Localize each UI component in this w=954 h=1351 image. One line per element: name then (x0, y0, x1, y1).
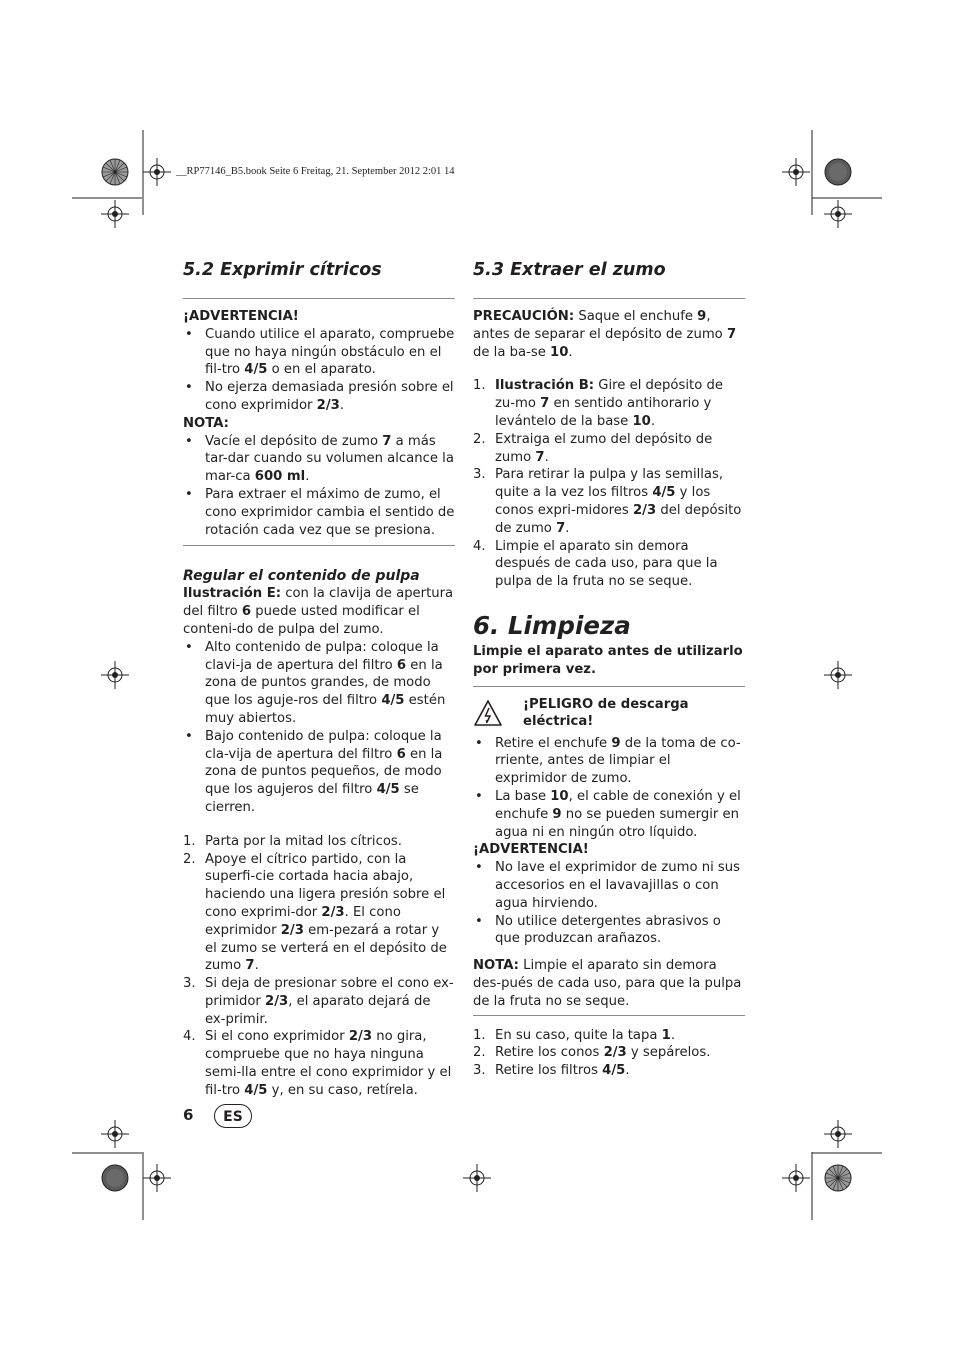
note-paragraph: NOTA: Limpie el aparato sin demora des-pués de cada uso, para que la pulpa de la fruta no se seque. (473, 958, 742, 1009)
pulp-list (183, 639, 455, 817)
step-item: 2. Apoye el cítrico partido, con la superfi-cie cortada hacia abajo, haciendo una ligera presión sobre el cono exprimi-dor 2/3. El cono exprimidor 2/3 em-pezará a rotar y el zumo se verterá en el depósito de zumo 7. (183, 851, 447, 974)
list-item: • Alto contenido de pulpa: coloque la clavi-ja de apertura del filtro 6 en la zona de puntos grandes, de modo que los aguje-ros del filtro 4/5 estén muy abiertos. (183, 639, 455, 728)
list-item: • No utilice detergentes abrasivos o que produzcan arañazos. (473, 913, 745, 949)
list-item: • No lave el exprimidor de zumo ni sus accesorios en el lavavajillas o con agua hirviendo. (473, 859, 745, 912)
list-item: • Para extraer el máximo de zumo, el cono exprimidor cambia el sentido de rotación cada vez que se presiona. (183, 486, 455, 539)
left-column (183, 259, 455, 1100)
juicing-steps (183, 833, 455, 1100)
list-item: • No ejerza demasiada presión sobre el cono exprimidor 2/3. (183, 379, 455, 415)
step-item: 3. Si deja de presionar sobre el cono ex-primidor 2/3, el aparato dejará de ex-primir. (183, 976, 454, 1027)
warning-list (183, 326, 455, 415)
warning-list (473, 859, 745, 948)
extract-steps (473, 377, 745, 591)
warning-label: ¡ADVERTENCIA! (473, 842, 589, 858)
step-item: 4. Si el cono exprimidor 2/3 no gira, compruebe que no haya ninguna semi-lla entre el cono exprimidor y el fil-tro 4/5 y, en su caso, retírela. (183, 1029, 452, 1098)
section-6-heading: 6. Limpieza (473, 610, 631, 640)
step-item: 4. Limpie el aparato sin demora después de cada uso, para que la pulpa de la fruta no se seque. (473, 538, 718, 590)
step-item: 2. Extraiga el zumo del depósito de zumo 7. (473, 431, 713, 465)
page-number: 6 (183, 1106, 194, 1124)
book-file-line: __RP77146_B5.book Seite 6 Freitag, 21. September 2012 2:01 14 (176, 166, 455, 177)
section-5-3-heading: 5.3 Extraer el zumo (473, 260, 666, 280)
step-item: 2. Retire los conos 2/3 y sepárelos. (473, 1045, 711, 1061)
list-item: • Vacíe el depósito de zumo 7 a más tar-dar cuando su volumen alcance la mar-ca 600 ml. (183, 433, 455, 486)
step-item: 1. Parta por la mitad los cítricos. (183, 833, 402, 849)
warning-label: ¡ADVERTENCIA! (183, 309, 299, 324)
list-item: • La base 10, el cable de conexión y el enchufe 9 no se pueden sumergir en agua ni en ningún otro líquido. (473, 788, 745, 841)
pulp-intro: Ilustración E: con la clavija de apertura del filtro 6 puede usted modificar el conteni-do de pulpa del zumo. (183, 586, 454, 637)
electric-hazard-icon (473, 699, 503, 727)
danger-list (473, 735, 745, 842)
section-5-2-heading: 5.2 Exprimir cítricos (183, 260, 382, 280)
danger-notice (473, 695, 745, 735)
right-column (473, 259, 745, 1080)
danger-label: ¡PELIGRO de descarga eléctrica! (523, 696, 689, 730)
step-item: 3. Para retirar la pulpa y las semillas, quite a la vez los filtros 4/5 y los conos expri-midores 2/3 del depósito de zumo 7. (473, 467, 742, 536)
list-item: • Bajo contenido de pulpa: coloque la cla-vija de apertura del filtro 6 en la zona de puntos pequeños, de modo que los agujeros del filtro 4/5 se cierren. (183, 728, 455, 817)
list-item: • Retire el enchufe 9 de la toma de co-rriente, antes de limpiar el exprimidor de zumo. (473, 735, 745, 788)
note-label: NOTA: (183, 415, 229, 431)
language-badge: ES (214, 1104, 252, 1128)
step-item: 1. En su caso, quite la tapa 1. (473, 1027, 676, 1043)
cleaning-steps (473, 1027, 745, 1080)
caution-paragraph: PRECAUCIÓN: Saque el enchufe 9, antes de separar el depósito de zumo 7 de la ba-se 10. (473, 309, 737, 360)
step-item: 1. Ilustración B: Gire el depósito de zu-mo 7 en sentido antihorario y levántelo de la base 10. (473, 378, 723, 429)
step-item: 3. Retire los filtros 4/5. (473, 1063, 630, 1079)
note-list (183, 433, 455, 540)
cleaning-intro: Limpie el aparato antes de utilizarlo por primera vez. (473, 643, 743, 677)
pulp-subheading: Regular el contenido de pulpa (183, 568, 420, 585)
list-item: • Cuando utilice el aparato, compruebe que no haya ningún obstáculo en el fil-tro 4/5 o en el aparato. (183, 326, 455, 379)
